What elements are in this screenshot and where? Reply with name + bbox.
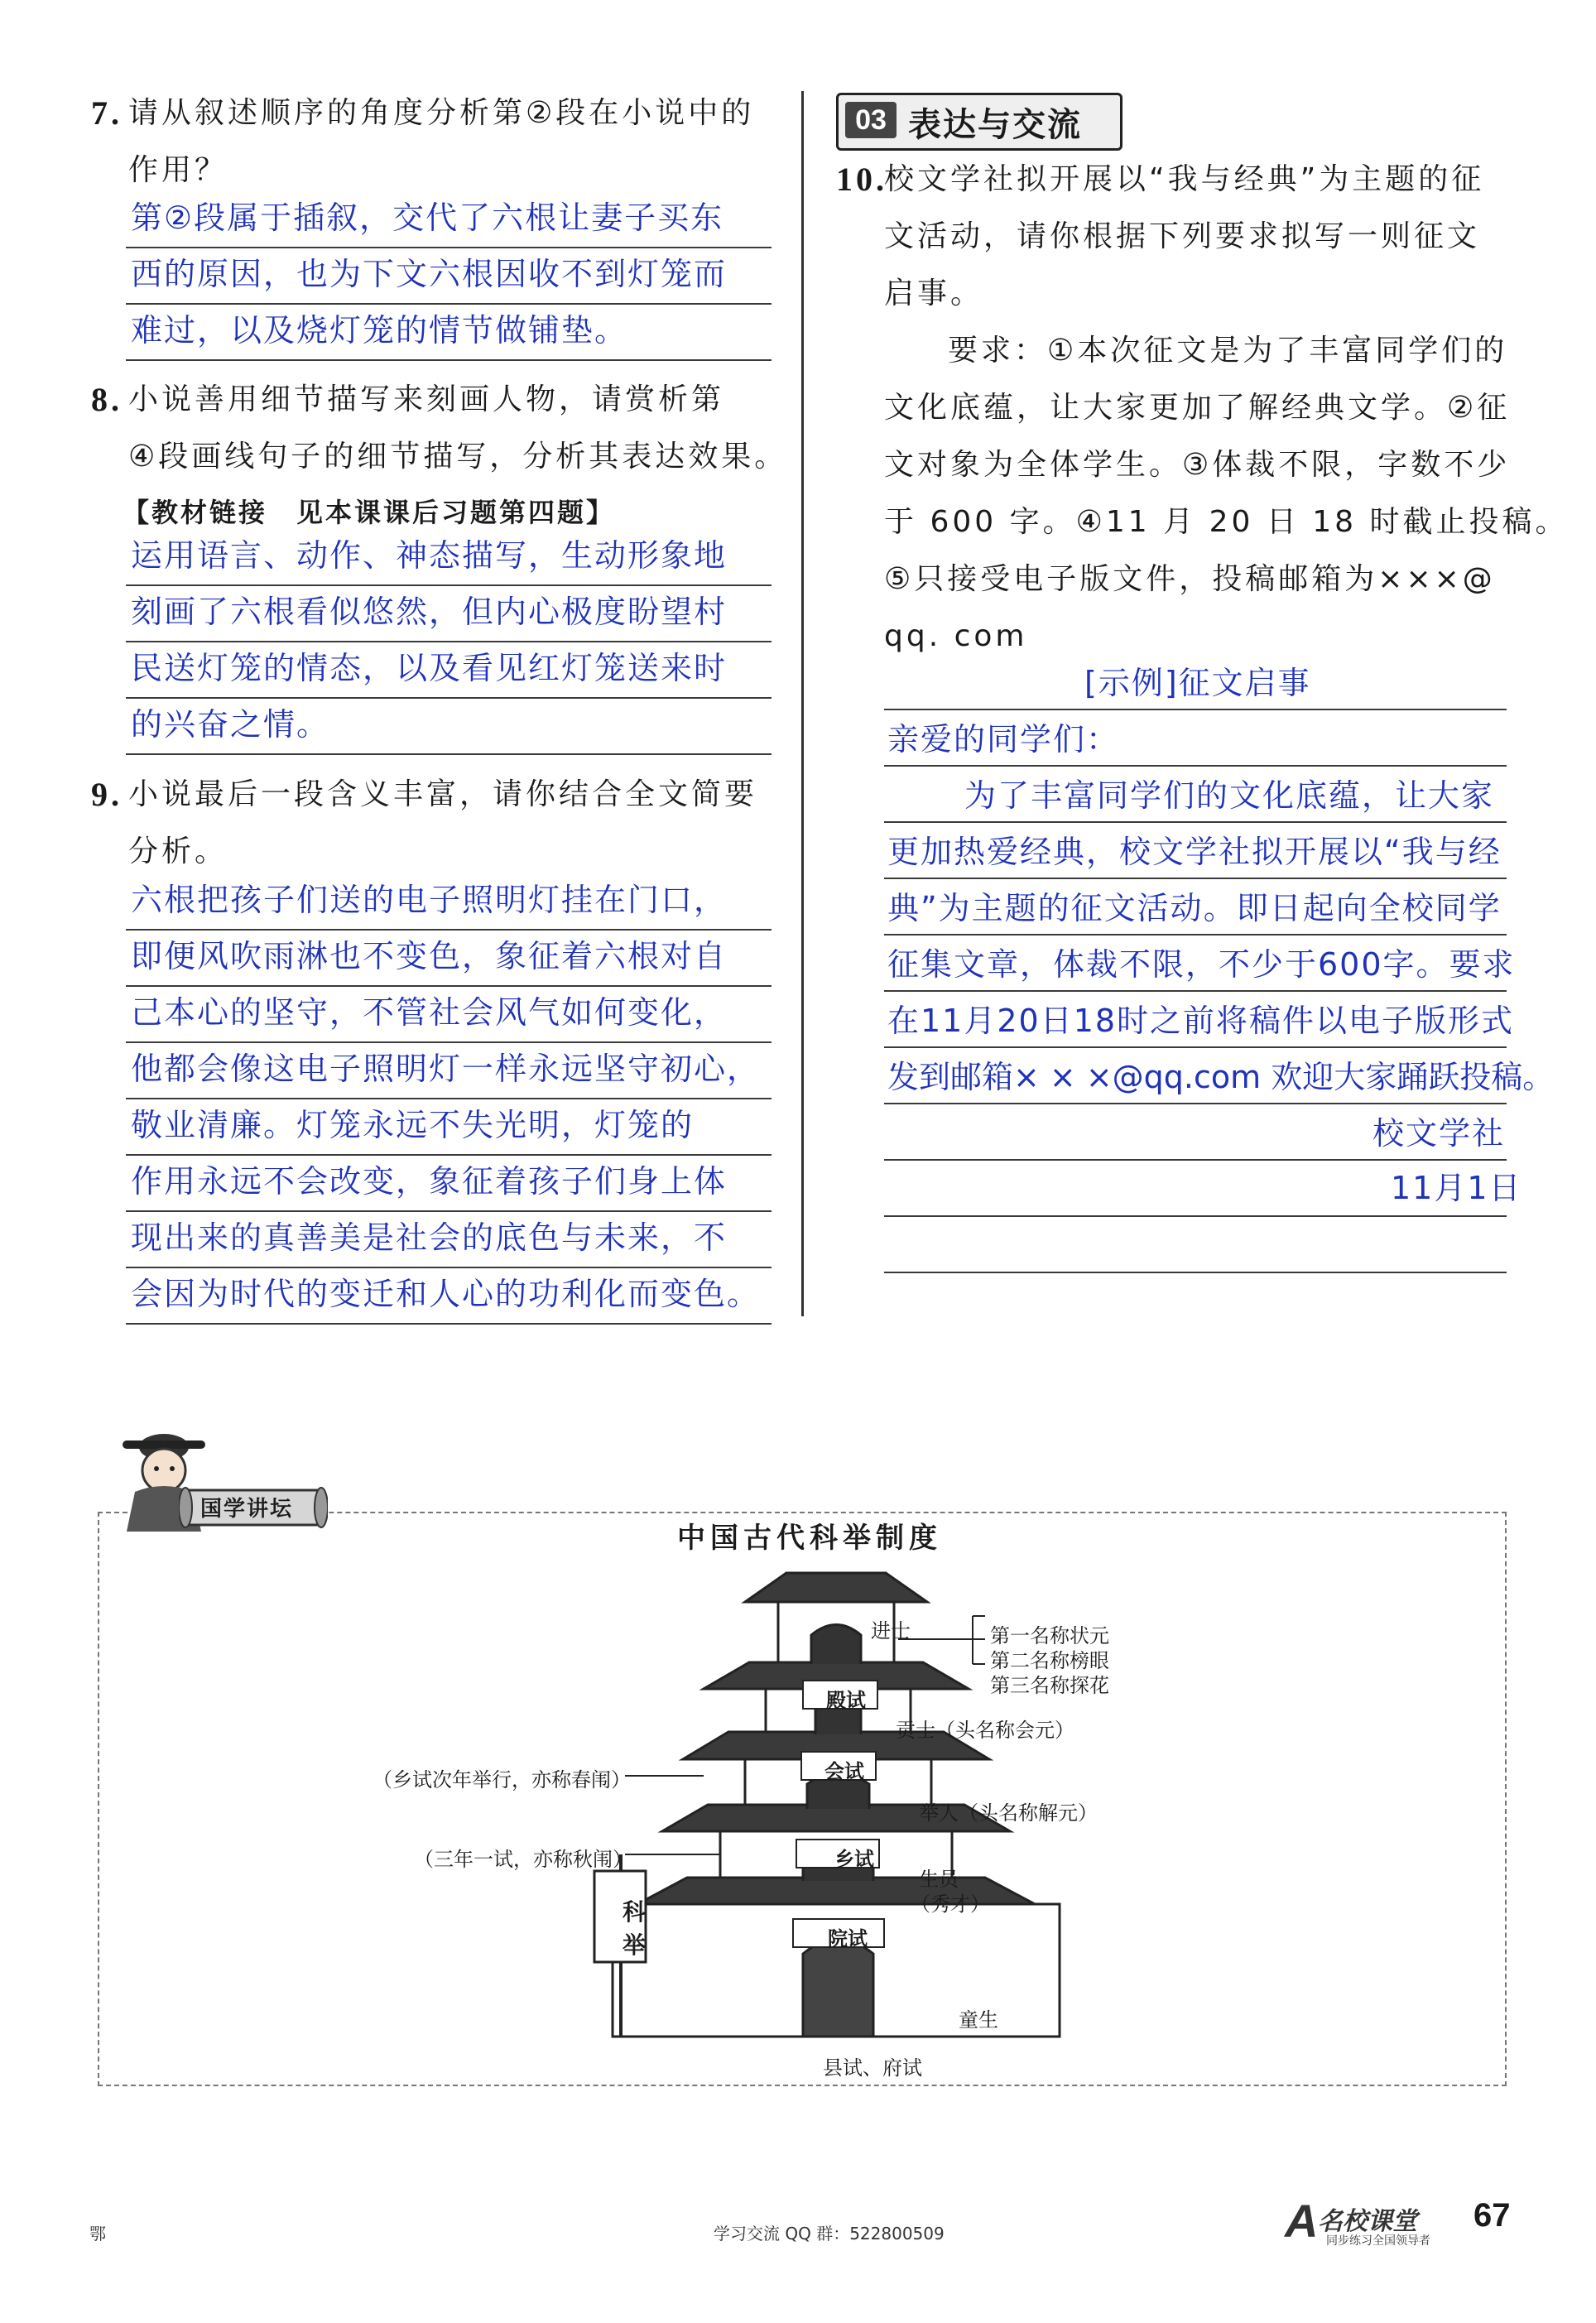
q10-number: 10. <box>836 161 887 198</box>
q9-answer-line-4: 他都会像这电子照明灯一样永远坚守初心， <box>131 1051 761 1087</box>
q8-question-line-1: 小说善用细节描写来刻画人物，请赏析第 <box>128 382 725 416</box>
answer-rule <box>884 1159 1507 1161</box>
q9-answer-line-5: 敬业清廉。灯笼永远不失光明，灯笼的 <box>131 1107 695 1143</box>
q10-answer-line-4: 征集文章，体裁不限，不少于600字。要求 <box>887 946 1516 983</box>
q8-answer-line-2: 刻画了六根看似悠然，但内心极度盼望村 <box>131 594 728 630</box>
answer-rule <box>884 1272 1507 1273</box>
q9-number: 9. <box>91 776 123 813</box>
q7-question-line-1: 请从叙述顺序的角度分析第②段在小说中的 <box>128 96 755 130</box>
q8-number: 8. <box>91 381 123 418</box>
q9-answer-line-2: 即便风吹雨淋也不变色，象征着六根对自 <box>131 938 728 974</box>
jinshi-label: 进士 <box>871 1619 911 1642</box>
q9-answer-line-8: 会因为时代的变迁和人心的功利化而变色。 <box>131 1276 761 1312</box>
q10-answer-date: 11月1日 <box>1391 1170 1522 1206</box>
xiangshi-note: （三年一试，亦称秋闱） <box>414 1848 632 1871</box>
section-number: 03 <box>845 102 897 138</box>
section-title: 表达与交流 <box>908 106 1082 144</box>
q8-answer-line-4: 的兴奋之情。 <box>131 706 330 743</box>
q7-answer-line-1: 第②段属于插叙，交代了六根让妻子买东 <box>131 200 724 236</box>
answer-rule <box>884 765 1507 767</box>
answer-rule <box>126 359 772 361</box>
xianshi-fushi-label: 县试、府试 <box>823 2056 922 2080</box>
q10-answer-title: [示例]征文启事 <box>1084 665 1311 701</box>
q9-answer-line-6: 作用永远不会改变，象征着孩子们身上体 <box>131 1163 728 1200</box>
dianshi-sign: 殿试 <box>826 1688 866 1712</box>
textbook-link-note: 【教材链接 见本课课后习题第四题】 <box>123 497 616 528</box>
answer-rule <box>884 1215 1507 1217</box>
answer-rule <box>884 709 1507 710</box>
rank-2-label: 第二名称榜眼 <box>990 1649 1109 1672</box>
tongsheng-label: 童生 <box>959 2008 998 2032</box>
q10-answer-line-2: 更加热爱经典，校文学社拟开展以“我与经 <box>887 834 1502 870</box>
q9-answer-line-7: 现出来的真善美是社会的底色与未来，不 <box>131 1219 728 1256</box>
q9-answer-line-1: 六根把孩子们送的电子照明灯挂在门口， <box>131 882 728 918</box>
keju-side-sign: 科举 <box>623 1898 647 1959</box>
q10-question-line-1: 校文学社拟开展以“我与经典”为主题的征 <box>884 162 1485 196</box>
xiucai-label: （秀才） <box>911 1893 990 1916</box>
column-divider <box>801 91 804 1316</box>
q9-answer-line-3: 己本心的坚守，不管社会风气如何变化， <box>131 994 728 1031</box>
section-badge <box>836 93 1122 151</box>
q10-answer-line-6: 发到邮箱× × ×@qq.com 欢迎大家踊跃投稿。 <box>887 1059 1555 1095</box>
answer-rule <box>884 821 1507 823</box>
q10-answer-salutation: 亲爱的同学们： <box>887 721 1120 758</box>
q10-answer-line-3: 典”为主题的征文活动。即日起向全校同学 <box>887 890 1502 926</box>
q10-answer-signature: 校文学社 <box>1372 1115 1506 1152</box>
q10-requirement-line-4: 于 600 字。④11 月 20 日 18 时截止投稿。 <box>884 505 1569 539</box>
xiangshi-sign: 乡试 <box>834 1847 874 1871</box>
qq-group-note: 学习交流 QQ 群：522800509 <box>714 2224 945 2244</box>
huishi-sign: 会试 <box>824 1759 864 1783</box>
q9-question-line-1: 小说最后一段含义丰富，请你结合全文简要 <box>128 777 758 811</box>
q10-requirement-line-5: ⑤只接受电子版文件，投稿邮箱为×××@ <box>884 562 1496 596</box>
answer-rule <box>126 753 772 755</box>
q10-answer-line-5: 在11月20日18时之前将稿件以电子版形式 <box>887 1003 1515 1039</box>
yuanshi-sign: 院试 <box>828 1926 868 1950</box>
page-number: 67 <box>1473 2197 1511 2234</box>
q10-answer-line-1: 为了丰富同学们的文化底蕴，让大家 <box>964 777 1495 814</box>
answer-rule <box>126 1323 772 1325</box>
q10-requirement-line-3: 文对象为全体学生。③体裁不限，字数不少 <box>884 448 1511 482</box>
answer-rule <box>884 990 1507 992</box>
brand-name: 名校课堂 <box>1318 2207 1417 2236</box>
q7-question-line-2: 作用？ <box>128 153 228 187</box>
answer-rule <box>884 878 1507 879</box>
q10-requirement-line-6: qq. com <box>884 619 1028 653</box>
answer-rule <box>884 1046 1507 1048</box>
brand-logo: A 名校课堂 同步练习全国领导者 <box>1285 2195 1430 2248</box>
q10-requirement-line-1: 要求：①本次征文是为了丰富同学们的 <box>948 334 1508 368</box>
q10-question-line-3: 启事。 <box>884 277 984 310</box>
q7-answer-line-2: 西的原因，也为下文六根因收不到灯笼而 <box>131 256 728 292</box>
huishi-note: （乡试次年举行，亦称春闱） <box>373 1768 631 1792</box>
shengyuan-label: 生员 <box>919 1868 959 1891</box>
q7-number: 7. <box>91 94 123 132</box>
rank-3-label: 第三名称探花 <box>990 1674 1109 1697</box>
rank-1-label: 第一名称状元 <box>990 1624 1109 1647</box>
brand-subtitle: 同步练习全国领导者 <box>1326 2234 1430 2248</box>
answer-rule <box>884 934 1507 935</box>
guoxue-label: 国学讲坛 <box>200 1497 294 1522</box>
gongshi-label: 贡士（头名称会元） <box>896 1719 1074 1742</box>
juren-label: 举人（头名称解元） <box>919 1801 1098 1825</box>
q10-question-line-2: 文活动，请你根据下列要求拟写一则征文 <box>884 219 1481 253</box>
q8-answer-line-1: 运用语言、动作、神态描写，生动形象地 <box>131 537 728 574</box>
answer-rule <box>884 1103 1507 1104</box>
q7-answer-line-3: 难过，以及烧灯笼的情节做铺垫。 <box>131 312 628 349</box>
q10-requirement-line-2: 文化底蕴，让大家更加了解经典文学。②征 <box>884 391 1511 425</box>
q9-question-line-2: 分析。 <box>128 834 228 868</box>
q8-question-line-2: ④段画线句子的细节描写，分析其表达效果。 <box>128 440 788 474</box>
keju-title: 中国古代科举制度 <box>677 1522 942 1555</box>
q8-answer-line-3: 民送灯笼的情态，以及看见红灯笼送来时 <box>131 650 728 686</box>
region-mark: 鄂 <box>89 2224 106 2244</box>
